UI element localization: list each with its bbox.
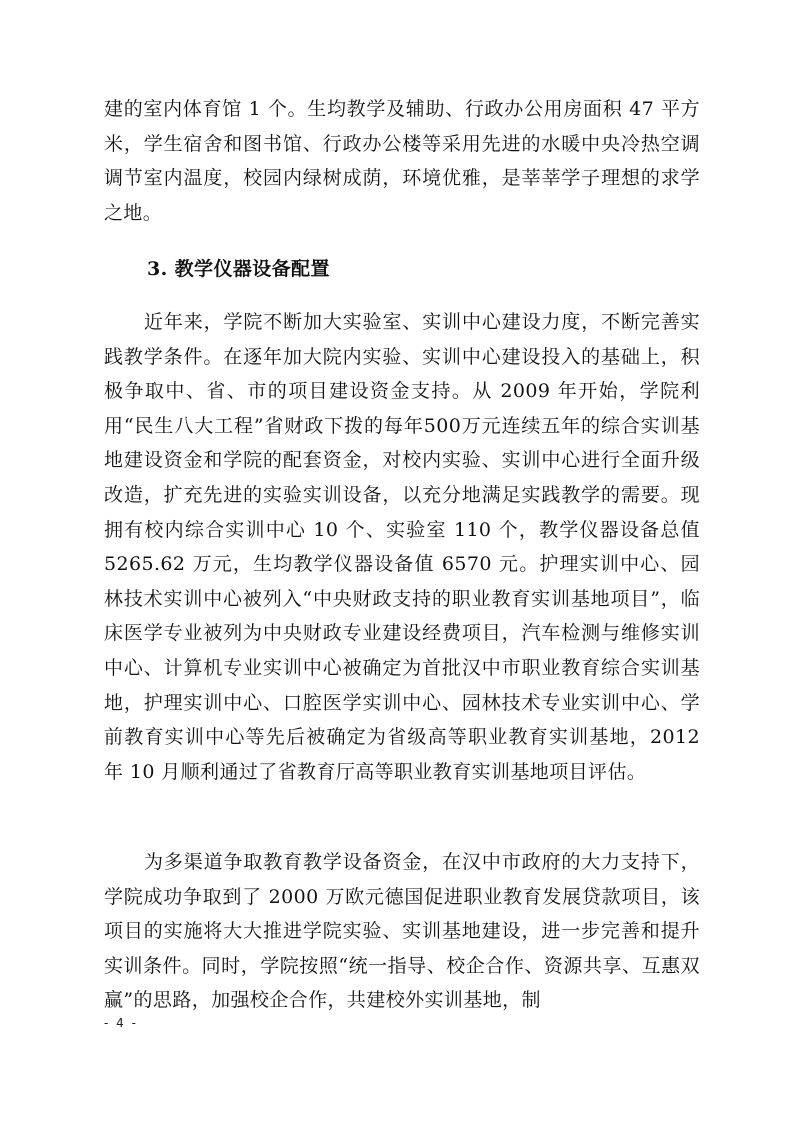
paragraph-equipment: 近年来，学院不断加大实验室、实训中心建设力度，不断完善实践教学条件。在逐年加大院内实验、实训中心建设投入的基础上，积极争取中、省、市的项目建设资金支持。从 2009 年开始，学院利用“民生八大工程”省财政下拨的每年500万元连续五年的综合实训基地建设资金和学院的配套资金，对校内实验、实训中心进行全面升级改造，扩充先进的实验实训设备，以充分地满足实践教学的需要。现拥有校内综合实训中心 10 个、实验室 110 个，教学仪器设备总值 5265.62 万元，生均教学仪器设备值 6570 元。护理实训中心、园林技术实训中心被列入“中央财政支持的职业教育实训基地项目”，临床医学专业被列为中央财政专业建设经费项目，汽车检测与维修实训中心、计算机专业实训中心被确定为首批汉中市职业教育综合实训基地，护理实训中心、口腔医学实训中心、园林技术专业实训中心、学前教育实训中心等先后被确定为省级高等职业教育实训基地，2012 年 10 月顺利通过了省教育厅高等职业教育实训基地项目评估。 bbox=[104, 311, 700, 783]
page-number: - 4 - bbox=[104, 1016, 138, 1030]
section-heading: 3. 教学仪器设备配置 bbox=[147, 258, 330, 280]
paragraph-funding: 为多渠道争取教育教学设备资金，在汉中市政府的大力支持下，学院成功争取到了 2000 万欧元德国促进职业教育发展贷款项目，该项目的实施将大大推进学院实验、实训基地建设，进一步完善和提升实训条件。同时，学院按照“统一指导、校企合作、资源共享、互惠双赢”的思路，加强校企合作，共建校外实训基地，制 bbox=[104, 851, 700, 1012]
paragraph-continued: 建的室内体育馆 1 个。生均教学及辅助、行政办公用房面积 47 平方米，学生宿舍和图书馆、行政办公楼等采用先进的水暖中央冷热空调调节室内温度，校园内绿树成荫，环境优雅，是莘莘学子理想的求学之地。 bbox=[104, 98, 700, 224]
